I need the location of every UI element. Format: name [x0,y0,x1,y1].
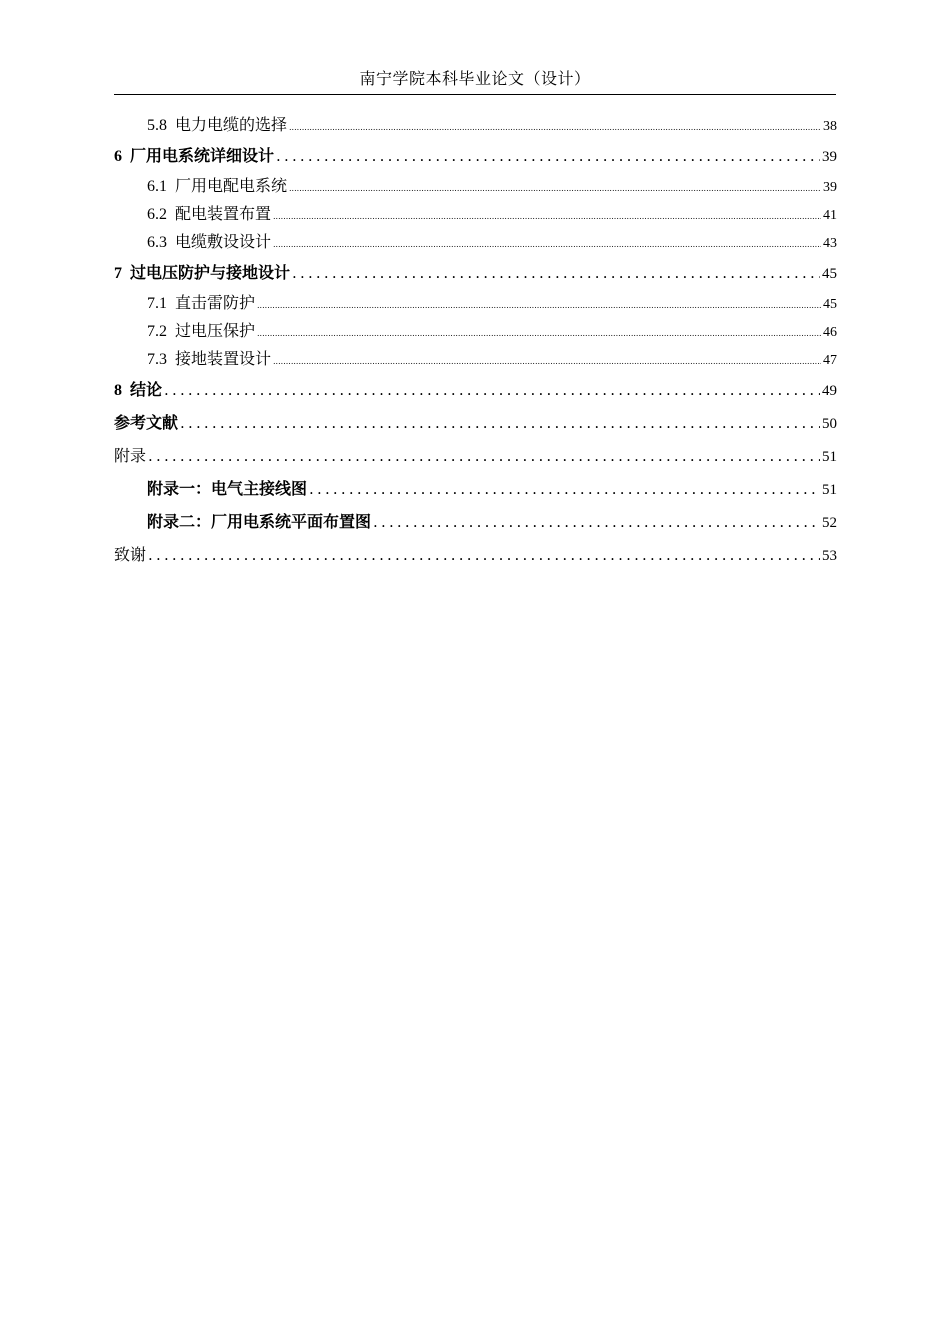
dot-leader [309,474,820,505]
dot-leader [257,321,821,346]
dot-leader [289,115,821,140]
toc-entry-title: 厂用电配电系统 [175,176,288,195]
toc-entry-title: 电缆敷设设计 [175,232,272,251]
dot-leader [148,440,820,472]
toc-entry-number: 7.3 [147,351,167,368]
toc-entry-page: 39 [822,149,837,165]
toc-entry-page: 41 [823,208,837,223]
toc-entry-6[interactable] [114,140,837,173]
toc-entry-6-2[interactable] [114,201,837,229]
toc-entry-appendix[interactable] [114,440,837,473]
dot-leader [273,204,821,229]
toc-entry-title: 直击雷防护 [175,293,256,312]
toc-entry-title: 参考文献 [114,413,179,432]
toc-entry-title: 致谢 [114,545,147,564]
toc-entry-7[interactable] [114,257,837,290]
toc-entry-page: 53 [822,548,837,564]
toc-entry-number: 7.2 [147,323,167,340]
toc-entry-page: 46 [823,325,837,340]
toc-entry-appendix-2[interactable] [114,506,837,539]
toc-entry-page: 47 [823,353,837,368]
toc-entry-page: 50 [822,416,837,432]
toc-entry-number: 8 [114,382,122,399]
toc-entry-5-8[interactable] [114,112,837,140]
toc-entry-page: 45 [823,297,837,312]
toc-entry-page: 45 [822,266,837,282]
toc-entry-page: 52 [822,515,837,531]
toc-entry-page: 39 [823,180,837,195]
toc-entry-references[interactable] [114,407,837,440]
toc-entry-page: 43 [823,236,837,251]
toc-entry-title: 过电压保护 [175,321,256,340]
dot-leader [180,407,820,439]
toc-entry-number: 5.8 [147,117,167,134]
toc-entry-title: 附录一：电气主接线图 [147,479,308,498]
toc-entry-number: 6 [114,148,122,165]
toc-entry-number: 6.3 [147,234,167,251]
dot-leader [273,349,821,374]
dot-leader [273,232,821,257]
page-header [114,66,836,95]
toc-entry-7-2[interactable] [114,318,837,346]
toc-entry-title: 配电装置布置 [175,204,272,223]
toc-entry-title: 结论 [130,380,163,399]
header-title: 南宁学院本科毕业论文（设计） [359,69,591,88]
dot-leader [292,257,820,289]
toc-entry-title: 电力电缆的选择 [175,115,288,134]
dot-leader [164,374,820,406]
toc-entry-page: 51 [822,482,837,498]
toc-entry-acknowledgements[interactable] [114,539,837,572]
dot-leader [257,293,821,318]
toc-entry-number: 7.1 [147,295,167,312]
toc-entry-8[interactable] [114,374,837,407]
table-of-contents [114,112,837,572]
toc-entry-page: 49 [822,383,837,399]
toc-entry-7-3[interactable] [114,346,837,374]
toc-entry-title: 附录二：厂用电系统平面布置图 [147,512,372,531]
toc-entry-title: 接地装置设计 [175,349,272,368]
toc-entry-6-3[interactable] [114,229,837,257]
toc-entry-7-1[interactable] [114,290,837,318]
toc-entry-number: 7 [114,265,122,282]
dot-leader [289,176,821,201]
toc-entry-appendix-1[interactable] [114,473,837,506]
toc-entry-6-1[interactable] [114,173,837,201]
dot-leader [373,507,820,538]
toc-entry-page: 38 [823,119,837,134]
toc-entry-title: 附录 [114,446,147,465]
dot-leader [276,140,820,172]
toc-entry-title: 厂用电系统详细设计 [130,146,275,165]
dot-leader [148,539,820,571]
toc-entry-page: 51 [822,449,837,465]
toc-entry-title: 过电压防护与接地设计 [130,263,291,282]
toc-entry-number: 6.1 [147,178,167,195]
toc-entry-number: 6.2 [147,206,167,223]
